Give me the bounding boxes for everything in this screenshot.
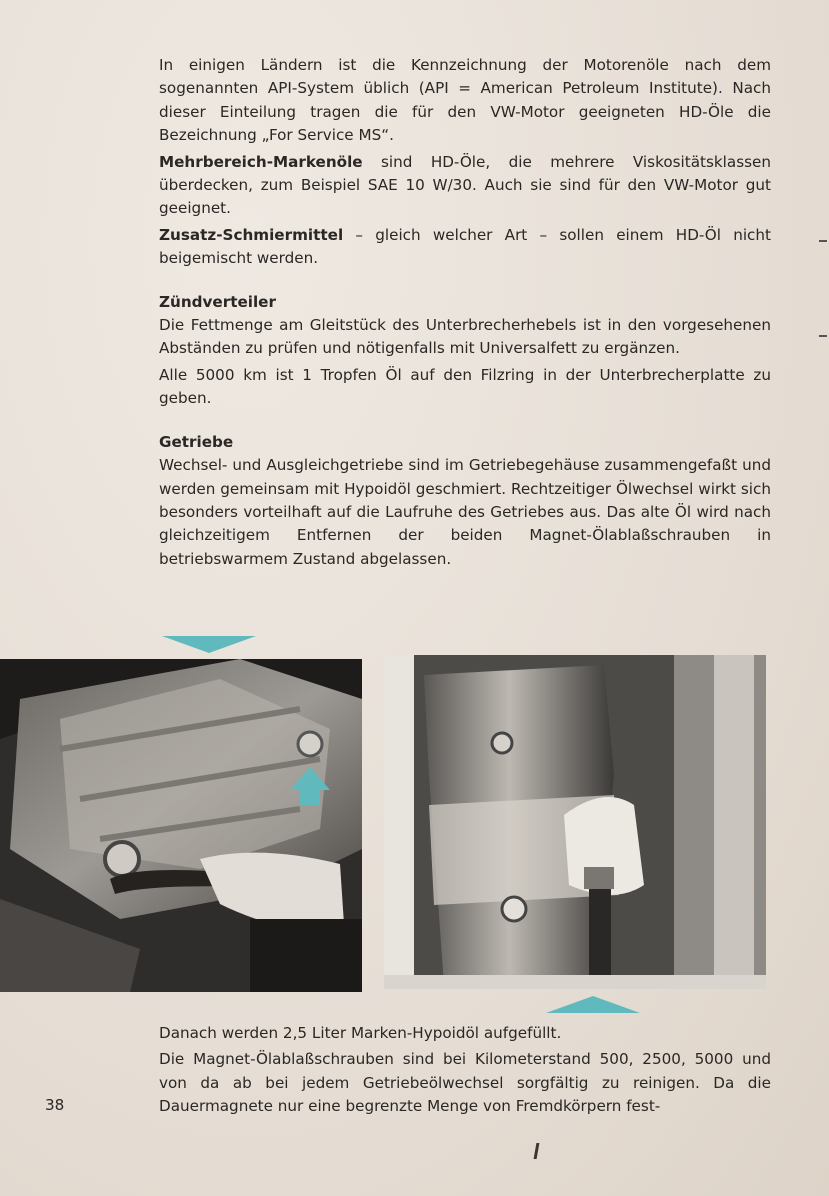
page-number: 38 [45, 1096, 65, 1114]
multigrade-text: sind HD-Öle, die mehrere Viskositätsklassen überdecken, zum Beispiel SAE 10 W/30. Auch sie sind für den VW-Motor gut geeignet. [159, 152, 771, 218]
ink-mark [534, 1143, 540, 1159]
distributor-heading: Zündverteiler [159, 292, 276, 311]
upper-text [159, 54, 771, 571]
distributor-paragraph-1: Die Fettmenge am Gleitstück des Unterbrecherhebels ist in den vorgesehenen Abständen zu prüfen und nötigenfalls mit Universalfett zu ergänzen. [159, 316, 771, 358]
edge-tick [819, 240, 827, 242]
multigrade-term: Mehrbereich-Markenöle [159, 152, 363, 171]
pointer-up-marker [546, 996, 640, 1013]
refill-paragraph: Danach werden 2,5 Liter Marken-Hypoidöl aufgefüllt. [159, 1024, 562, 1042]
edge-tick [819, 335, 827, 337]
multigrade-paragraph [159, 151, 771, 221]
pointer-down-marker [162, 636, 256, 653]
additives-text: – gleich welcher Art – sollen einem HD-Öl nicht beigemischt werden. [159, 225, 771, 268]
cleaning-paragraph: Die Magnet-Ölablaßschrauben sind bei Kilometerstand 500, 2500, 5000 und von da ab bei jedem Getriebeölwechsel sorgfältig zu reinigen. Da die Dauermagnete nur eine begrenzte Menge von Fremdkörpern fest- [159, 1050, 771, 1116]
distributor-paragraph-2: Alle 5000 km ist 1 Tropfen Öl auf den Filzring in der Unterbrecherplatte zu geben. [159, 365, 771, 408]
photo-gearbox-drain-plug-left [0, 659, 362, 992]
additives-paragraph [159, 224, 771, 271]
lower-text [159, 1022, 771, 1119]
additives-term: Zusatz-Schmiermittel [159, 225, 344, 244]
gearbox-heading: Getriebe [159, 432, 234, 451]
api-paragraph: In einigen Ländern ist die Kennzeichnung der Motorenöle nach dem sogenannten API-System üblich (API = American Petroleum Institute). Nach dieser Einteilung tragen die für den VW-Motor geeigneten HD-Öle die Bezeichnung „For Service MS“. [159, 56, 771, 145]
gearbox-paragraph: Wechsel- und Ausgleichgetriebe sind im Getriebegehäuse zusammengefaßt und werden gemeinsam mit Hypoidöl geschmiert. Rechtzeitiger Ölwechsel wirkt sich besonders vorteilhaft auf die Laufruhe des Getriebes aus. Das alte Öl wird nach gleichzeitigem Entfernen der beiden Magnet-Ölablaßschrauben in betriebswarmem Zustand abgelassen. [159, 456, 771, 568]
photo-gearbox-drain-plug-right [384, 655, 766, 989]
